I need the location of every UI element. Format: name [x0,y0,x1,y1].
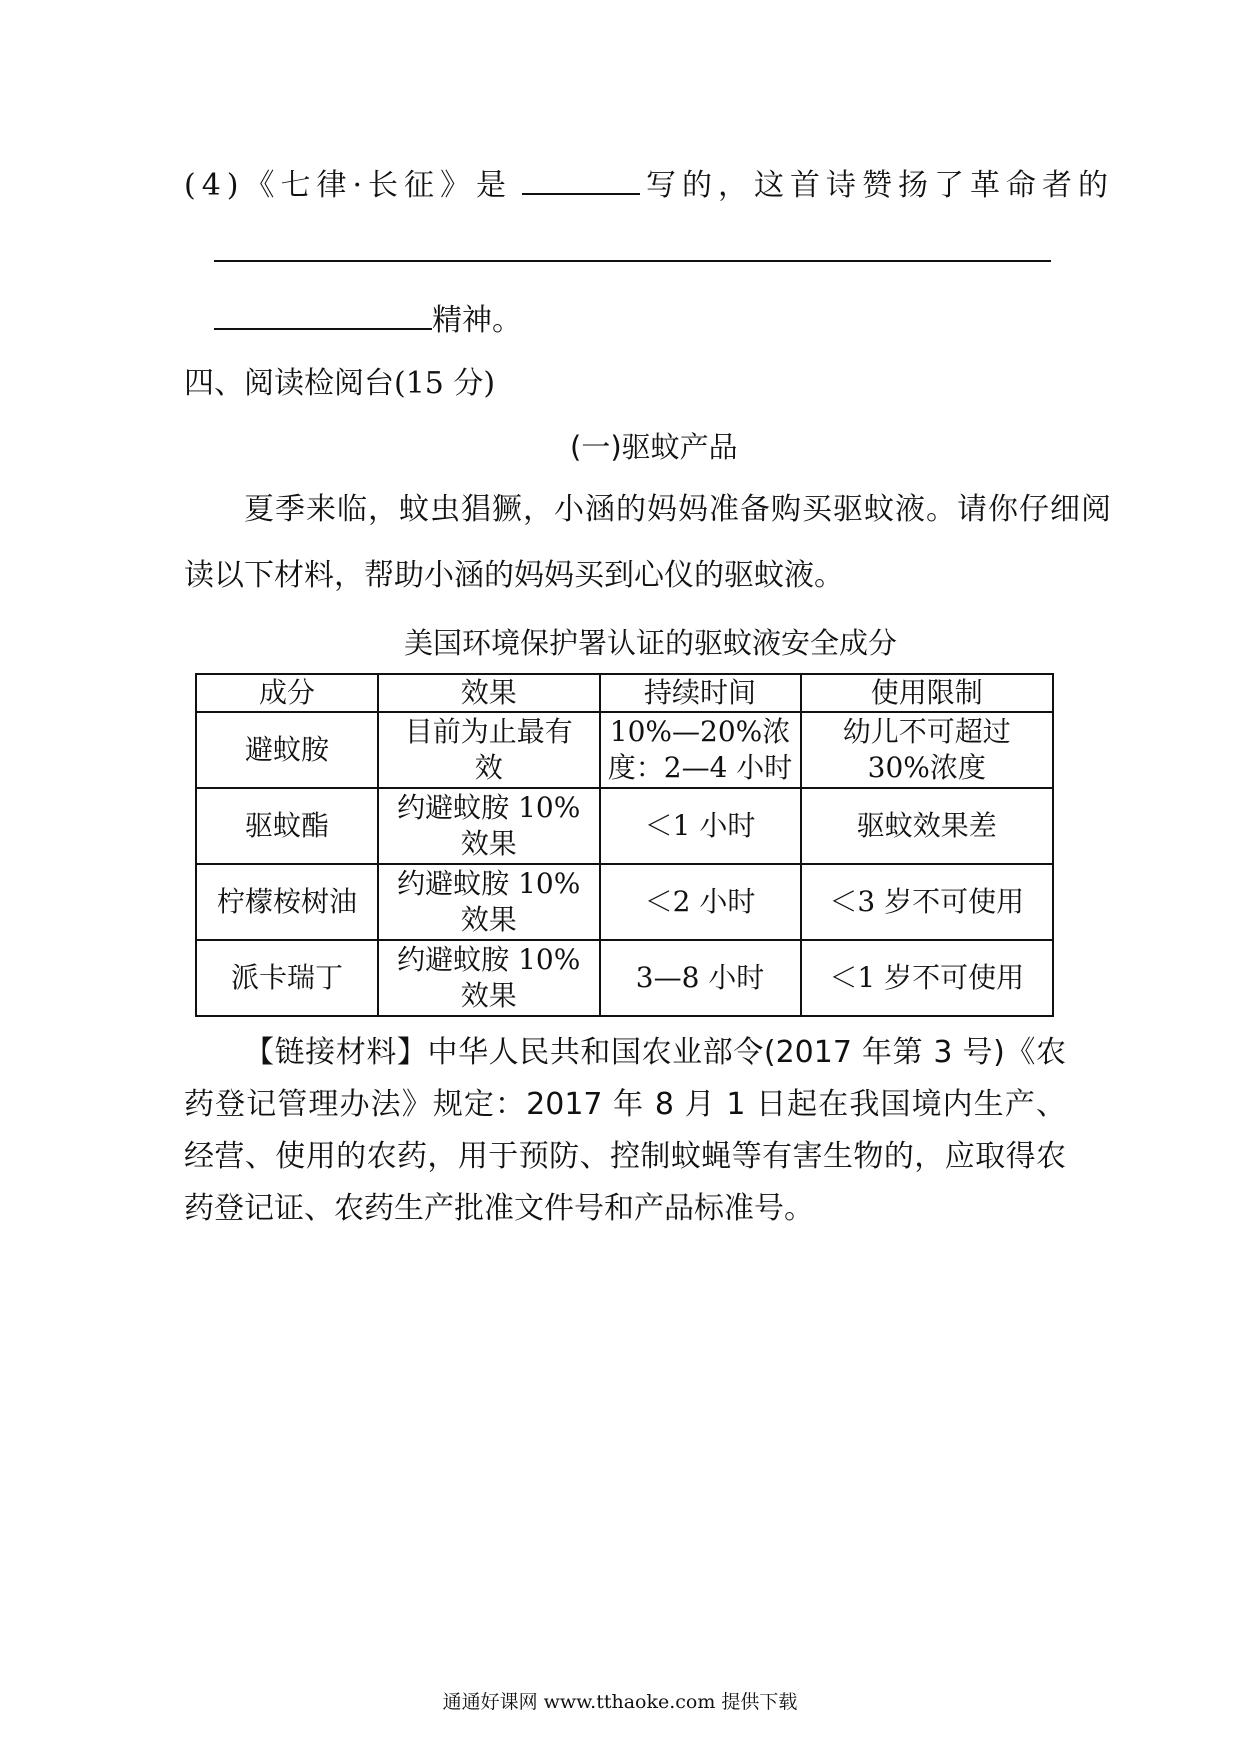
cell-limit-line-1: 幼儿不可超过 [842,715,1011,748]
header-duration: 持续时间 [600,674,801,712]
header-effect: 效果 [378,674,600,712]
table-title: 美国环境保护署认证的驱蚊液安全成分 [404,626,898,660]
cell-effect [378,940,600,1016]
cell-effect-line-2: 效果 [460,827,517,860]
question-4-end: 精神。 [432,303,522,338]
cell-duration [600,712,801,788]
intro-line-1: 夏季来临，蚊虫猖獗，小涵的妈妈准备购买驱蚊液。请你仔细阅 [244,492,1112,527]
cell-duration: 3—8 小时 [600,940,801,1016]
answer-blank-line[interactable] [214,260,1051,262]
cell-ingredient: 柠檬桉树油 [196,864,378,940]
cell-ingredient: 派卡瑞丁 [196,940,378,1016]
link-material-paragraph: 【链接材料】中华人民共和国农业部令(2017 年第 3 号)《农药登记管理办法》规定：2017 年 8 月 1 日起在我国境内生产、经营、使用的农药，用于预防、控制蚊蝇等有害生物的，应取得农药登记证、农药生产批准文件号和产品标准号。 [184,1035,1066,1226]
author-blank[interactable] [522,163,640,195]
ingredient-table [195,673,1054,1017]
cell-effect [378,864,600,940]
table-row [196,788,1053,864]
question-4 [184,163,1114,206]
question-4-continuation [214,298,522,341]
header-limit: 使用限制 [801,674,1053,712]
cell-effect-line-2: 效 [474,751,503,784]
cell-limit [801,712,1053,788]
cell-limit-line-2: 30%浓度 [867,751,986,784]
cell-duration-line-1: 10%—20%浓 [609,715,791,748]
header-ingredient: 成分 [196,674,378,712]
table-row [196,712,1053,788]
question-4-middle: 写的，这首诗赞扬了革命者的 [646,168,1115,203]
spirit-blank[interactable] [214,298,432,330]
table-header-row [196,674,1053,712]
reading-subtitle: (一)驱蚊产品 [570,430,738,464]
intro-line-2: 读以下材料，帮助小涵的妈妈买到心仪的驱蚊液。 [184,558,844,593]
table-row [196,940,1053,1016]
cell-duration: ＜2 小时 [600,864,801,940]
page-footer[interactable]: 通通好课网 www.tthaoke.com 提供下载 [442,1691,798,1713]
cell-effect-line-1: 约避蚊胺 10% [397,867,581,900]
cell-effect [378,788,600,864]
table-row [196,864,1053,940]
cell-effect [378,712,600,788]
cell-ingredient: 驱蚊酯 [196,788,378,864]
cell-effect-line-2: 效果 [460,979,517,1012]
cell-ingredient: 避蚊胺 [196,712,378,788]
cell-effect-line-1: 约避蚊胺 10% [397,791,581,824]
cell-limit: ＜1 岁不可使用 [801,940,1053,1016]
cell-duration: ＜1 小时 [600,788,801,864]
cell-limit: ＜3 岁不可使用 [801,864,1053,940]
cell-duration-line-2: 度：2—4 小时 [607,751,793,784]
cell-limit: 驱蚊效果差 [801,788,1053,864]
cell-effect-line-1: 目前为止最有 [404,715,573,748]
question-4-prefix: (4)《七律·长征》是 [184,168,513,203]
cell-effect-line-1: 约避蚊胺 10% [397,943,581,976]
section-heading: 四、阅读检阅台(15 分) [184,366,496,401]
cell-effect-line-2: 效果 [460,903,517,936]
